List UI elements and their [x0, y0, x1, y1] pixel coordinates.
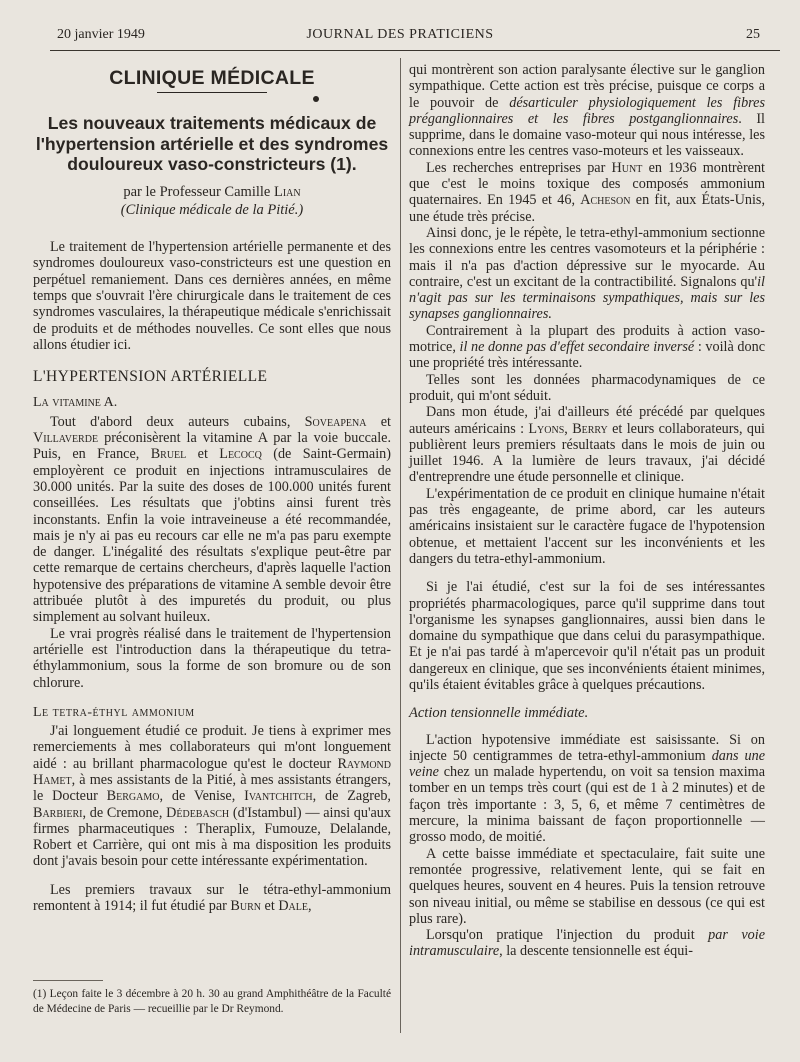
text-run: Tout d'abord deux auteurs cubains, — [50, 413, 305, 430]
text-run: chez un malade hypertendu, on voit sa tension maxima tomber en un temps très court (qui est de 1 à 2 minutes) et de façon très importante : 3, 5, 6, et même 7 centimètres de mercure, la minima baissant de façon proportionnelle — grosso modo, de moitié. — [409, 764, 765, 846]
author-ref: Dédebasch — [166, 804, 230, 821]
author-ref: Villaverde — [33, 430, 99, 447]
text-run: : voilà donc une propriété très intéressante. — [409, 339, 765, 372]
author-ref: Lyons — [528, 420, 565, 437]
running-header — [0, 27, 800, 47]
author-ref: Berry — [572, 420, 608, 437]
header-rule — [50, 50, 780, 51]
text-run: , — [308, 898, 312, 915]
text-run: et — [260, 898, 279, 915]
text-run: en fit, aux États-Unis, une étude très précise. — [409, 192, 765, 225]
author-name: Lian — [273, 184, 301, 201]
author-ref: Hunt — [611, 159, 643, 176]
paragraph-baisse: A cette baisse immédiate et spectaculaire, fait suite une remontée progressive, relativement lente, qui se fait en quelques heures, souvent en 4 heures. Puis la tension retrouve son niveau initial, ou même se stabilise en dessous (ce qui est plus rare). — [409, 845, 765, 927]
text-run: Les recherches entreprises par — [426, 159, 612, 176]
text-run: , — [564, 420, 573, 437]
footnote: (1) Leçon faite le 3 décembre à 20 h. 30 au grand Amphithéâtre de la Faculté de Médecine de Paris — recueillie par le Dr Reymond. — [33, 988, 391, 1015]
author-ref: Burn — [230, 898, 261, 915]
ornament-dot — [313, 96, 319, 102]
section-heading: L'HYPERTENSION ARTÉRIELLE — [33, 368, 268, 386]
paragraph-first-works — [33, 882, 391, 915]
rubric-rule — [157, 92, 267, 93]
italic-subheading: Action tensionnelle immédiate. — [409, 705, 589, 722]
text-run: en 1936 montrèrent que c'est le moins toxique des composés ammonium quaternaires. En 1945 et 46, — [409, 159, 765, 209]
affiliation: (Clinique médicale de la Pitié.) — [120, 202, 304, 219]
paragraph-lorsque — [409, 927, 765, 960]
text-run: Ainsi donc, je le répète, le tetra-ethyl-ammonium sectionne les connexions entre les centres vasomoteurs et la périphérie : mais il n'a pas d'action dépressive sur le myocarde. Au contraire, c'est un excitant de la contractibilité. Signalons qu' — [409, 224, 765, 290]
page-number: 25 — [746, 27, 760, 42]
right-column — [409, 62, 765, 960]
text-run: , de Zagreb, — [312, 788, 391, 805]
paragraph-action — [409, 732, 765, 846]
subheading-vitamin-a: La vitamine A. — [33, 395, 118, 411]
paragraph-study — [409, 404, 765, 485]
byline-prefix: par le Professeur Camille — [123, 184, 274, 201]
text-run: , la descente tensionnelle est équi- — [499, 943, 693, 960]
text-run: préconisèrent la vitamine A par la voie buccale. Puis, en France, — [33, 430, 391, 463]
paragraph-ainsi — [409, 225, 765, 323]
author-ref: Acheson — [580, 192, 631, 209]
paragraph-continuation — [409, 62, 765, 160]
text-run: L'action hypotensive immédiate est saisissante. Si on injecte 50 centigrammes de tetra-ethyl-ammonium — [409, 731, 765, 764]
paragraph-progress: Le vrai progrès réalisé dans le traitement de l'hypertension artérielle est l'introduction dans la thérapeutique du tetra-éthylammonium, sous la forme de son bromure ou de son chlorure. — [33, 625, 391, 691]
paragraph-experimentation: L'expérimentation de ce produit en clinique humaine n'était pas très engageante, de prime abord, car les auteurs américains insistaient sur le caractère fugace de l'hypotension obtenue, et mettaient l'accent sur les inconvénients et les dangers du tetra-ethyl-ammonium. — [409, 485, 765, 567]
paragraph-si-je: Si je l'ai étudié, c'est sur la foi de ses intéressantes propriétés pharmacologiques, parce qu'il supprime dans tout l'organisme les synapses ganglionnaires, aussi bien dans le domaine du sympathique que dans celui du parasympathique. Et je n'ai pas tardé à m'apercevoir qu'il n'était pas un produit dangereux en clinique, que ses inconvénients étaient minimes, qu'ils étaient évitables grâce à quelques précautions. — [409, 579, 765, 693]
italic-run: par voie intramusculaire — [409, 927, 765, 960]
text-run: et — [186, 446, 220, 463]
text-run: Dans mon étude, j'ai d'ailleurs été précédé par quelques auteurs américains : — [409, 404, 765, 437]
author-ref: Bruel — [150, 446, 187, 463]
paragraph-contrairement — [409, 323, 765, 372]
footnote-rule — [33, 980, 103, 981]
text-run: , de Cremone, — [82, 804, 167, 821]
author-ref: Ivantchitch — [244, 788, 313, 805]
left-column — [33, 62, 391, 914]
author-ref: Barbieri — [33, 804, 83, 821]
text-run: Contrairement à la plupart des produits à action vaso-motrice, — [409, 322, 765, 356]
italic-run: dans une veine — [409, 747, 765, 781]
journal-title: JOURNAL DES PRATICIENS — [306, 27, 494, 42]
author-ref: Bergamo — [106, 788, 160, 805]
subheading-tea: Le tetra-éthyl ammonium — [33, 704, 195, 720]
text-run: Lorsqu'on pratique l'injection du produit — [426, 927, 709, 944]
italic-run: il n'agit pas sur les terminaisons sympathiques, mais sur les synapses ganglionnaires. — [409, 273, 765, 323]
text-run: J'ai longuement étudié ce produit. Je tiens à exprimer mes remerciements à mes collaborateurs qui m'ont longuement aidé : au brillant pharmacologue qu'est le docteur — [33, 723, 391, 772]
text-run: (d'Istambul) — ainsi qu'aux firmes pharmaceutiques : Theraplix, Fumouze, Delalande, Robert et Carrière, qui ont mis à ma disposition les produits dont j'avais besoin pour cette intéressante expérimentation. — [33, 804, 391, 870]
article-title: Les nouveaux traitements médicaux de l'hypertension artérielle et des syndromes douloureux vaso-constricteurs (1). — [35, 113, 389, 175]
text-run: Les premiers travaux sur le tétra-ethyl-ammonium remontent à 1914; il fut étudié par — [33, 881, 391, 915]
author-ref: Lecocq — [219, 446, 262, 463]
paragraph-research — [409, 160, 765, 225]
text-run: qui montrèrent son action paralysante élective sur le ganglion sympathique. Cette action est très précise, puisque ce corps a le pouvoir de — [409, 62, 765, 111]
intro-paragraph: Le traitement de l'hypertension artérielle permanente et des syndromes douloureux vaso-constricteurs est une question en perpétuel remaniement. Dans ces dernières années, en même temps que s'ouvrait l'ère chirurgicale dans le traitement de ces syndromes vasculaires, la thérapeutique médicale s'enrichissait de produits et de méthodes nouvelles. Ce sont elles que nous allons étudier ici. — [33, 239, 391, 353]
paragraph-telles: Telles sont les données pharmacodynamiques de ce produit, qui m'ont séduit. — [409, 371, 765, 404]
text-run: (de Saint-Germain) employèrent ce produit en injections intramusculaires de 30.000 unités. Par la suite des doses de 100.000 unités furent conseillées. Les résultats que j'obtins ainsi furent très inconstants. Enfin la voie intraveineuse a été recommandée, mais je n'y ai pas eu recours car elle ne m'a pas paru exempte de danger. L'inégalité des résultats s'explique peut-être par cette remarque de certains chercheurs, d'après laquelle l'action hypotensive des préparations de vitamine A semble devoir être attribuée plutôt à des impuretés du produit, ou plus simplement au solvant huileux. — [33, 446, 391, 626]
text-run: . Il supprime, dans le domaine vaso-moteur qui nous intéresse, les connexions entre les centres vaso-moteurs et les vaisseaux. — [409, 110, 765, 160]
italic-run: il ne donne pas d'effet secondaire inversé — [459, 339, 695, 356]
italic-run: désarticuler physiologiquement les fibres préganglionnaires et les fibres postganglionnaires — [409, 94, 765, 127]
paragraph-vitamin-a — [33, 414, 391, 626]
author-ref: Soveapena — [304, 413, 367, 430]
issue-date: 20 janvier 1949 — [57, 27, 145, 42]
byline — [33, 183, 391, 201]
author-ref: Raymond Hamet — [33, 755, 391, 788]
column-divider — [400, 58, 401, 1033]
author-ref: Dale — [278, 898, 308, 915]
text-run: , de Venise, — [159, 788, 245, 805]
paragraph-thanks — [33, 723, 391, 870]
text-run: et leurs collaborateurs, qui publièrent leurs premiers résultaats dans le mois de juin ou juillet 1946. A la lumière de leurs travaux, j'ai décidé d'entreprendre une étude personnelle et clinique. — [409, 420, 766, 486]
rubric-heading: CLINIQUE MÉDICALE — [109, 67, 315, 89]
text-run: et — [366, 413, 391, 430]
text-run: , à mes assistants de la Pitié, à mes assistants étrangers, le Docteur — [33, 771, 391, 805]
